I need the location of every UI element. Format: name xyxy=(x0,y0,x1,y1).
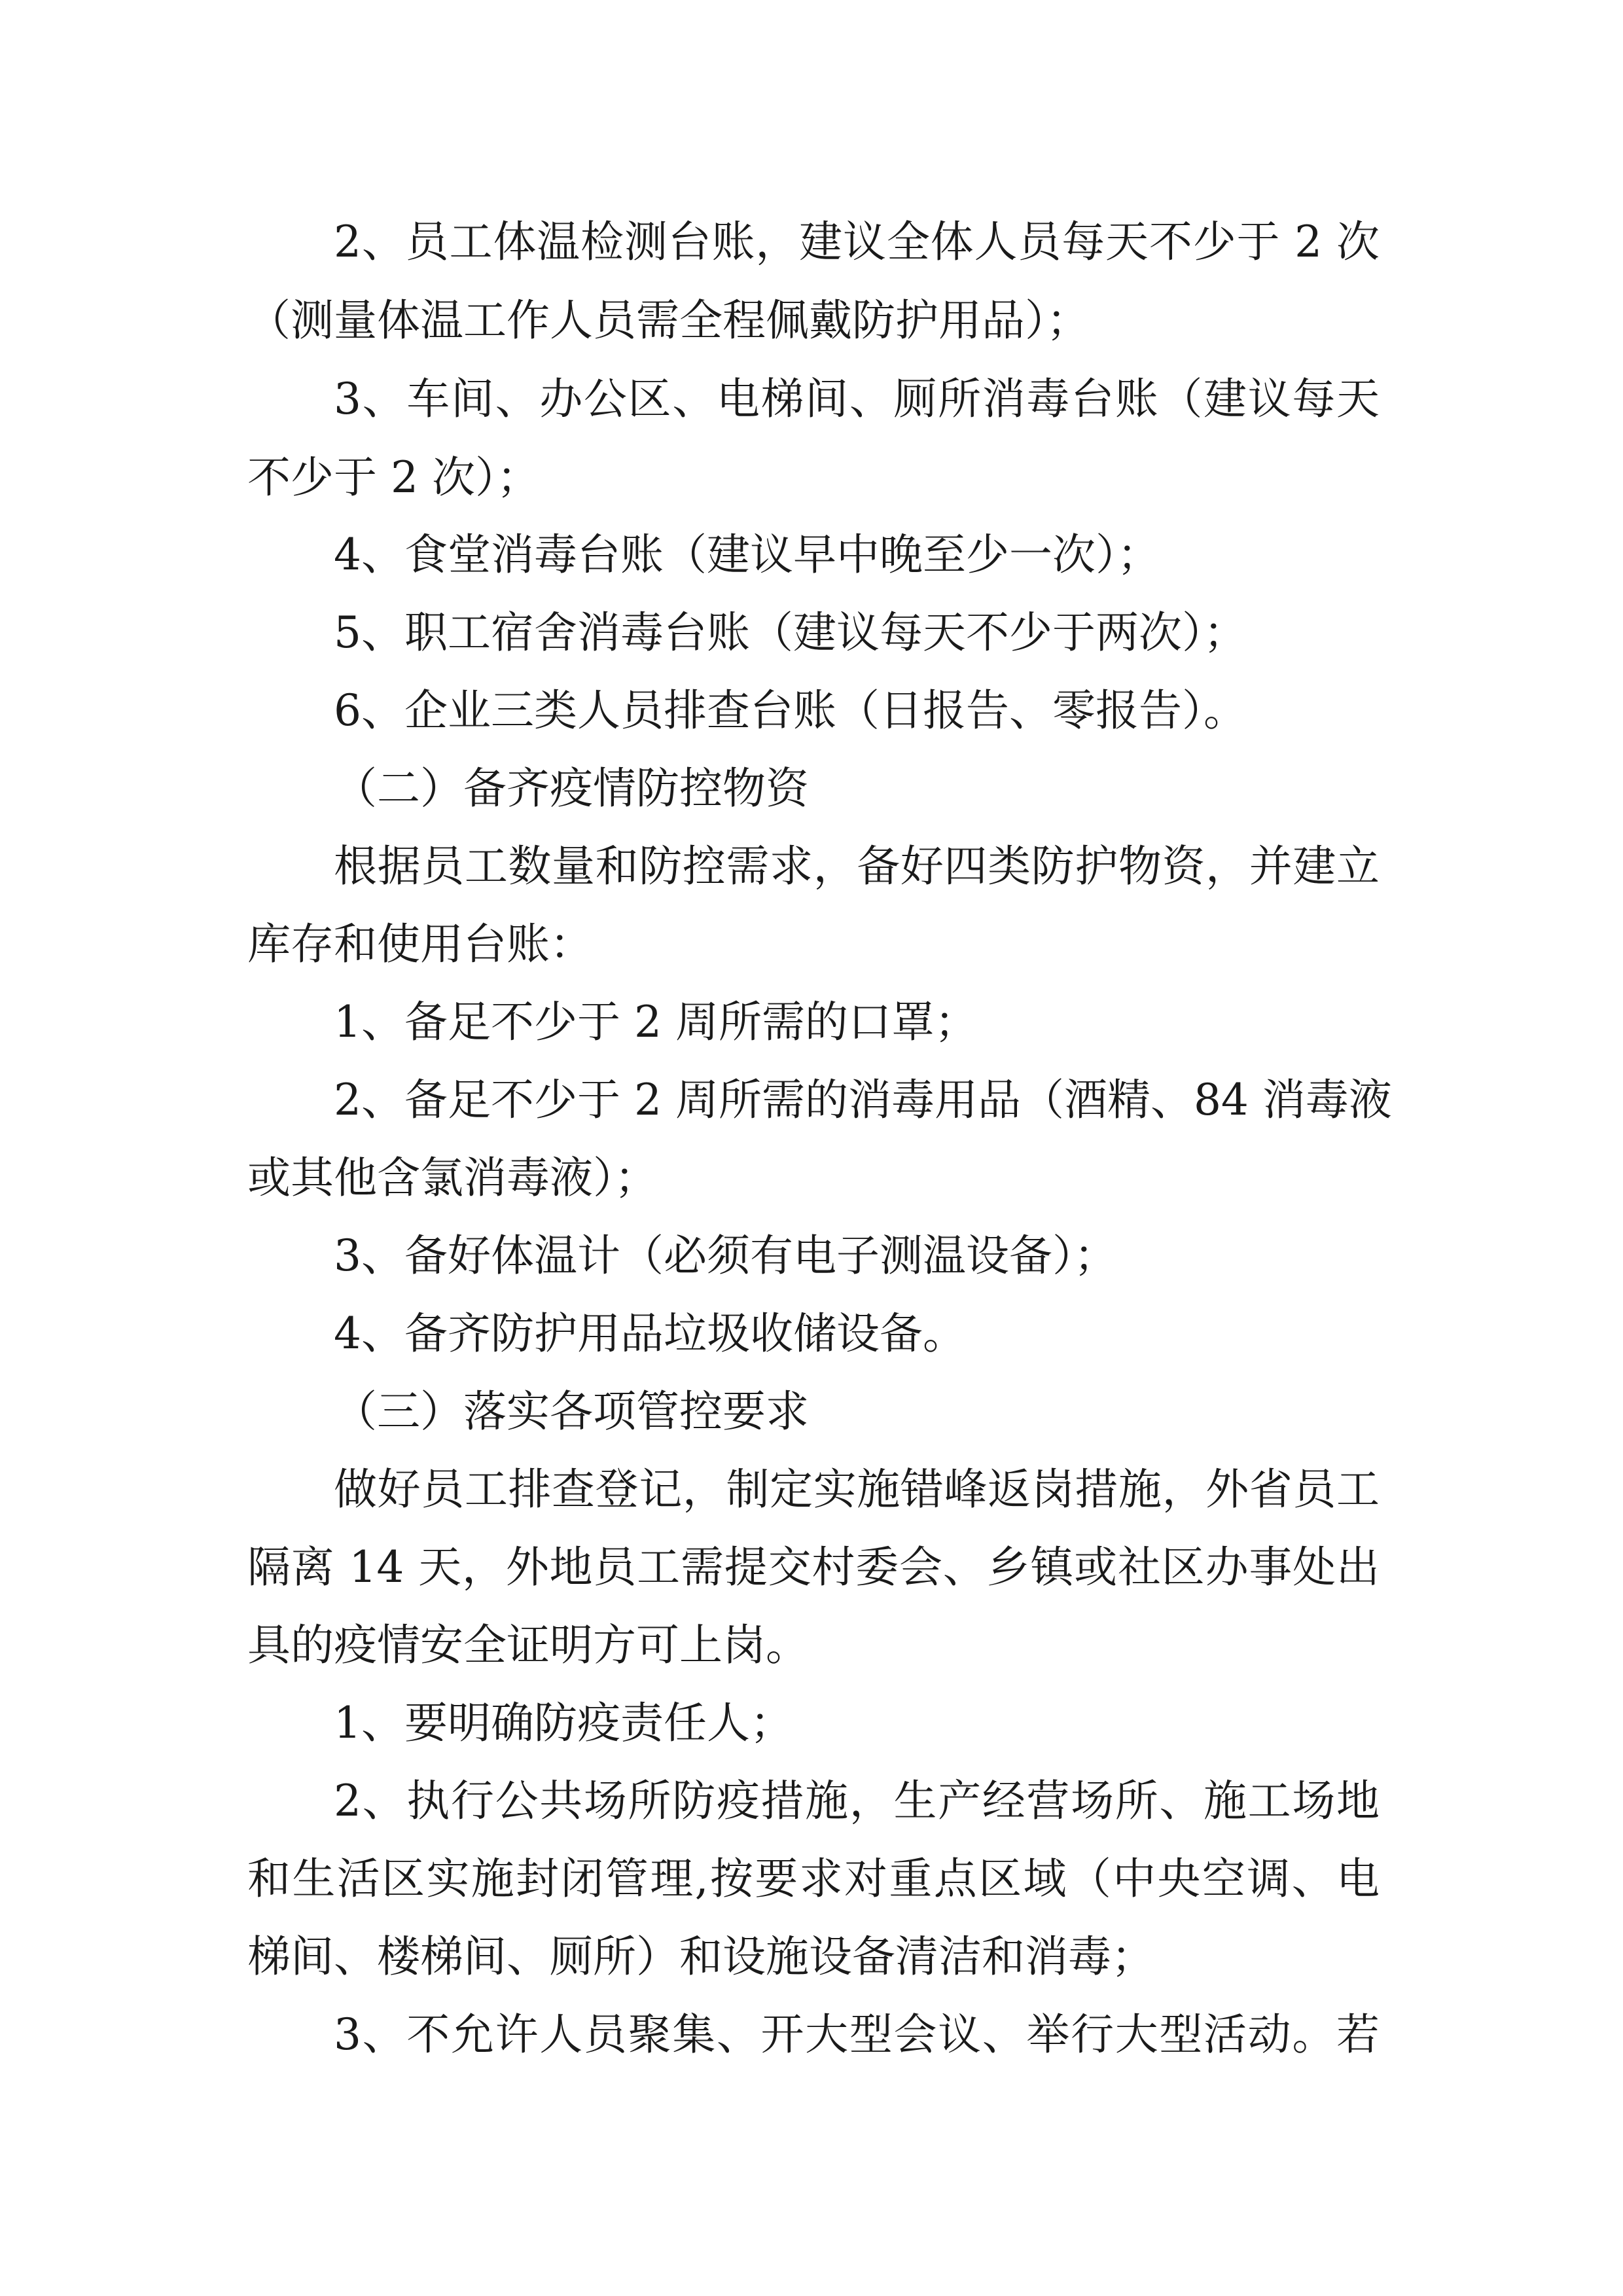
body-line-17: 做好员工排查登记，制定实施错峰返岗措施，外省员工 xyxy=(334,1464,1380,1515)
body-line-11: 1、备足不少于 2 周所需的口罩； xyxy=(334,997,978,1047)
section-heading-2: （二）备齐疫情防控物资 xyxy=(334,763,809,814)
body-line-9: 根据员工数量和防控需求，备好四类防护物资，并建立 xyxy=(334,841,1380,891)
body-line-2: （测量体温工作人员需全程佩戴防护用品）； xyxy=(247,295,1090,346)
body-line-3: 3、车间、办公区、电梯间、厕所消毒台账（建议每天 xyxy=(334,374,1380,424)
body-line-4: 不少于 2 次）； xyxy=(247,452,540,503)
body-line-23: 梯间、楼梯间、厕所）和设施设备清洁和消毒； xyxy=(247,1931,1154,1982)
body-line-6: 5、职工宿舍消毒台账（建议每天不少于两次）； xyxy=(334,607,1247,658)
body-line-22: 和生活区实施封闭管理,按要求对重点区域（中央空调、电 xyxy=(247,1854,1380,1904)
body-line-5: 4、食堂消毒台账（建议早中晚至少一次）； xyxy=(334,529,1160,580)
body-line-1: 2、员工体温检测台账，建议全体人员每天不少于 2 次 xyxy=(334,217,1380,267)
body-line-24: 3、不允许人员聚集、开大型会议、举行大型活动。若 xyxy=(334,2009,1380,2060)
body-line-21: 2、执行公共场所防疫措施，生产经营场所、施工场地 xyxy=(334,1776,1380,1826)
body-line-7: 6、企业三类人员排查台账（日报告、零报告）。 xyxy=(334,685,1247,736)
body-line-15: 4、备齐防护用品垃圾收储设备。 xyxy=(334,1308,966,1359)
body-line-10: 库存和使用台账： xyxy=(247,919,593,969)
section-heading-3: （三）落实各项管控要求 xyxy=(334,1386,809,1437)
body-line-18: 隔离 14 天，外地员工需提交村委会、乡镇或社区办事处出 xyxy=(247,1542,1380,1592)
body-line-19: 具的疫情安全证明方可上岗。 xyxy=(247,1620,809,1670)
body-line-20: 1、要明确防疫责任人； xyxy=(334,1698,793,1748)
body-line-13: 或其他含氯消毒液）； xyxy=(247,1153,658,1203)
body-line-12: 2、备足不少于 2 周所需的消毒用品（酒精、84 消毒液 xyxy=(334,1075,1392,1125)
body-line-14: 3、备好体温计（必须有电子测温设备）； xyxy=(334,1230,1117,1281)
